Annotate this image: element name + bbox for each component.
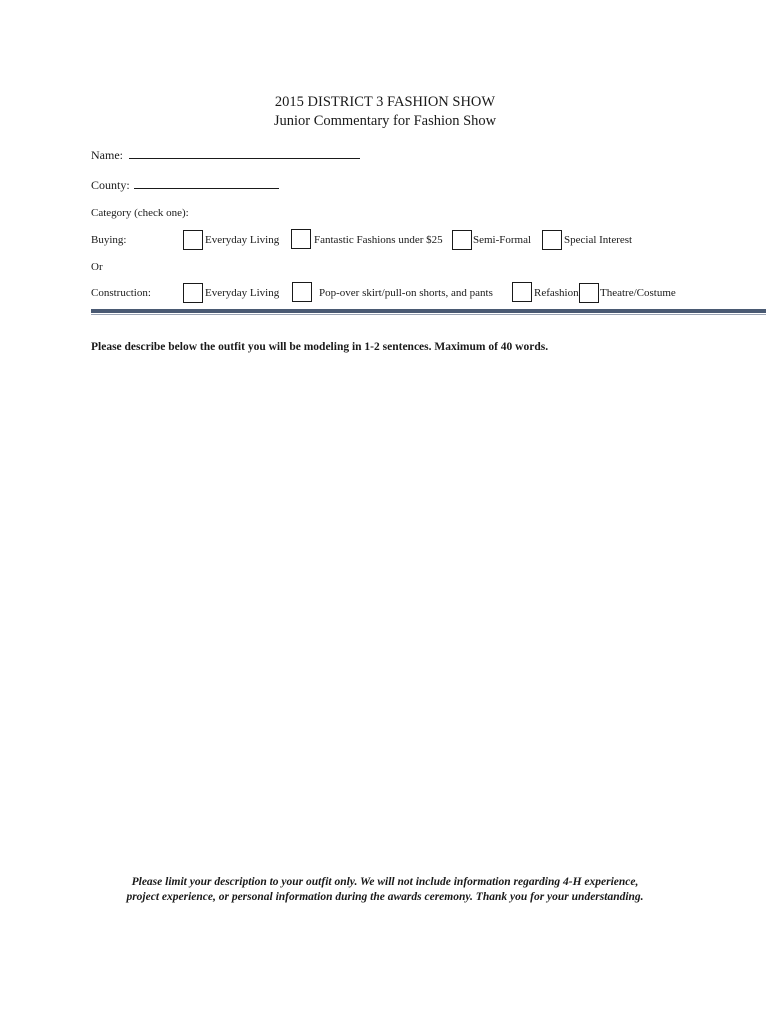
construction-everyday-living-label: Everyday Living — [205, 287, 280, 299]
buying-fantastic-fashions-label: Fantastic Fashions under $25 — [314, 234, 443, 246]
footer-note-line-2: project experience, or personal information during the awards ceremony. Thank you for your understanding. — [126, 891, 644, 903]
section-divider-shadow — [91, 314, 766, 315]
construction-pop-over-skirt-checkbox[interactable] — [292, 282, 312, 302]
section-divider — [91, 309, 766, 313]
construction-pop-over-skirt-label: Pop-over skirt/pull-on shorts, and pants — [319, 287, 493, 299]
buying-fantastic-fashions-checkbox[interactable] — [291, 229, 311, 249]
buying-semi-formal-checkbox[interactable] — [452, 230, 472, 250]
construction-refashion-label: Refashion — [534, 287, 579, 299]
construction-theatre-costume-label: Theatre/Costume — [600, 287, 676, 299]
buying-everyday-living-label: Everyday Living — [205, 234, 280, 246]
construction-theatre-costume-checkbox[interactable] — [579, 283, 599, 303]
name-label: Name: — [91, 148, 123, 162]
form-title: 2015 DISTRICT 3 FASHION SHOW — [274, 94, 496, 110]
or-label: Or — [91, 261, 103, 273]
buying-special-interest-label: Special Interest — [564, 234, 633, 246]
name-field[interactable] — [129, 158, 360, 159]
description-prompt: Please describe below the outfit you will be modeling in 1-2 sentences. Maximum of 40 words. — [91, 341, 549, 353]
category-label: Category (check one): — [91, 207, 189, 219]
construction-everyday-living-checkbox[interactable] — [183, 283, 203, 303]
buying-semi-formal-label: Semi-Formal — [473, 234, 532, 246]
county-label: County: — [91, 178, 130, 192]
county-field[interactable] — [134, 188, 279, 189]
construction-refashion-checkbox[interactable] — [512, 282, 532, 302]
buying-label: Buying: — [91, 234, 127, 246]
construction-label: Construction: — [91, 287, 151, 299]
form-subtitle: Junior Commentary for Fashion Show — [273, 113, 497, 129]
buying-special-interest-checkbox[interactable] — [542, 230, 562, 250]
buying-everyday-living-checkbox[interactable] — [183, 230, 203, 250]
footer-note-line-1: Please limit your description to your outfit only. We will not include information regarding 4-H experience, — [131, 876, 639, 888]
